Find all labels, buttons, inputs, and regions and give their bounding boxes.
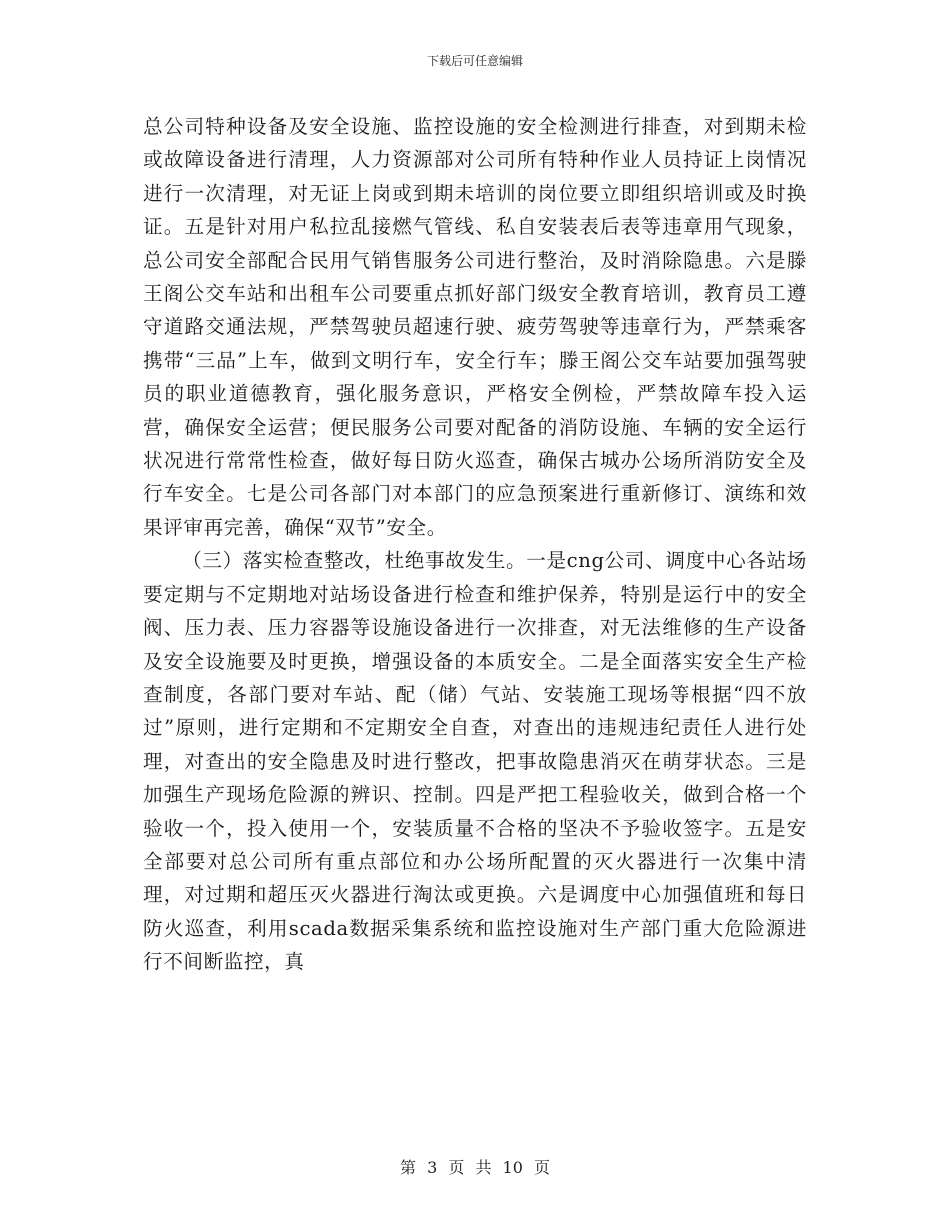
document-body	[143, 110, 807, 979]
paragraph-section-three: （三）落实检查整改，杜绝事故发生。一是cng公司、调度中心各站场要定期与不定期地对站场设备进行检查和维护保养，特别是运行中的安全阀、压力表、压力容器等设施设备进行一次排查，对无法维修的生产设备及安全设施要及时更换，增强设备的本质安全。二是全面落实安全生产检查制度，各部门要对车站、配（储）气站、安装施工现场等根据“四不放过”原则，进行定期和不定期安全自查，对查出的违规违纪责任人进行处理，对查出的安全隐患及时进行整改，把事故隐患消灭在萌芽状态。三是加强生产现场危险源的辨识、控制。四是严把工程验收关，做到合格一个验收一个，投入使用一个，安装质量不合格的坚决不予验收签字。五是安全部要对总公司所有重点部位和办公场所配置的灭火器进行一次集中清理，对过期和超压灭火器进行淘汰或更换。六是调度中心加强值班和每日防火巡查，利用scada数据采集系统和监控设施对生产部门重大危险源进行不间断监控，真	[143, 549, 807, 974]
page-header: 下载后可任意编辑	[426, 54, 523, 68]
page-footer: 第 3 页 共 10 页	[400, 1158, 550, 1177]
paragraph-continuation: 总公司特种设备及安全设施、监控设施的安全检测进行排查，对到期未检或故障设备进行清理，人力资源部对公司所有特种作业人员持证上岗情况进行一次清理，对无证上岗或到期未培训的岗位要立即组织培训或及时换证。五是针对用户私拉乱接燃气管线、私自安装表后表等违章用气现象，总公司安全部配合民用气销售服务公司进行整治，及时消除隐患。六是滕王阁公交车站和出租车公司要重点抓好部门级安全教育培训，教育员工遵守道路交通法规，严禁驾驶员超速行驶、疲劳驾驶等违章行为，严禁乘客携带“三品”上车，做到文明行车，安全行车；滕王阁公交车站要加强驾驶员的职业道德教育，强化服务意识，严格安全例检，严禁故障车投入运营，确保安全运营；便民服务公司要对配备的消防设施、车辆的安全运行状况进行常常性检查，做好每日防火巡查，确保古城办公场所消防安全及行车安全。七是公司各部门对本部门的应急预案进行重新修订、演练和效果评审再完善，确保“双节”安全。	[143, 115, 807, 539]
